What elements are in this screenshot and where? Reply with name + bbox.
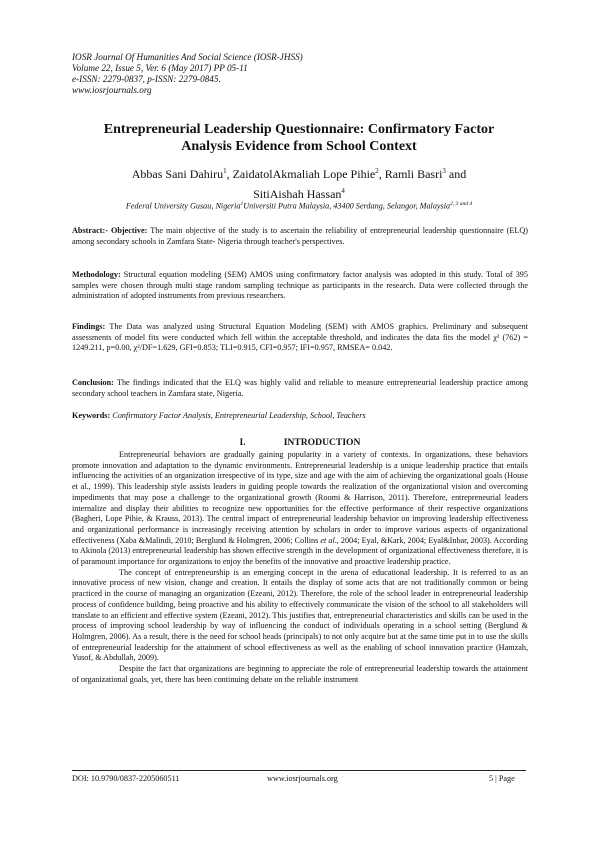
paragraph-text: Entrepreneurial behaviors are gradually gaining popularity in a variety of contexts. In organizations, these behaviors promote innovation and adaptation to the dynamic environments. Entrepreneurial leadership is a unique leadership practice that entails influencing the activities of an organization irrespective of its type, size and age with the aim of achieving the organizational goals (House et al., 1999). This leadership style assists leaders in guiding people towards the realization of the organizational vision and overcoming impediments that may pose a challenge to the organizational growth (Roomi & Harrison, 2011). Therefore, entrepreneurial leaders internalize and display their abilities to recognize new opportunities for the effective performance of their respective organizations (Bagheri, Lope Pihie, & Krauss, 2013). The central impact of entrepreneurial leadership behavior on improving leadership effectiveness and organizational performance is increasingly receiving attention by scholars in order to improve various aspects of organizational effectiveness (Xaba &Malindi, 2010; Berglund & Holmgren, 2006; Collins xyxy=(72,450,528,545)
affiliations xyxy=(70,201,528,211)
keywords xyxy=(72,411,528,422)
author-separator: , xyxy=(378,167,385,181)
paragraph: Despite the fact that organizations are beginning to appreciate the role of entrepreneurial leadership towards the attainment of organizational goals, yet, there has been continuing debate on the reliable instrument xyxy=(72,664,528,684)
section-title: INTRODUCTION xyxy=(283,437,361,448)
conclusion-text: The findings indicated that the ELQ was highly valid and reliable to measure entrepreneurial leadership practice among secondary school teachers in Zamfara state, Nigeria. xyxy=(72,378,528,398)
author-name: ZaidatolAkmaliah Lope Pihie xyxy=(232,167,376,181)
author-name: Abbas Sani Dahiru xyxy=(131,167,224,181)
paper-title xyxy=(70,122,528,155)
keywords-text: Confirmatory Factor Analysis, Entrepreneurial Leadership, School, Teachers xyxy=(110,411,366,420)
findings-label: Findings: xyxy=(72,322,106,331)
title-line-2: Analysis Evidence from School Context xyxy=(181,138,417,154)
author-sup: 2 xyxy=(375,167,379,175)
author-separator: , xyxy=(226,167,233,181)
abstract-objective xyxy=(72,226,528,247)
author-separator: and xyxy=(445,167,467,181)
footer-website: www.iosrjournals.org xyxy=(267,774,338,783)
paragraph: The concept of entrepreneurship is an emerging concept in the arena of educational leadership. It is referred to as an innovative process of new vision, change and creation. It entails the display of some acts that are not traditionally common or being practiced in the course of managing an organization (Ezeani, 2012). Therefore, the role of the school leader in entrepreneurial leadership process of confidence building, being proactive and his ability to effectively communicate the vision of the school to all stakeholders will translate to an efficient and effective system (Ezeani, 2012). This justifies that, entrepreneurial characteristics and skills can be used in the process of improving school leadership by way of influencing the conduct of individuals operating in a school setting (Berglund & Holmgren, 2006). As a result, there is the need for school heads (principals) to not only acquire but at the same time put in to use the skills of entrepreneurial leadership for the attainment of school effectiveness as well as the enabling of school innovation practice (Hamzah, Yusof, & Abdullah, 2009). xyxy=(72,567,528,663)
findings-text: The Data was analyzed using Structural Equation Modeling (SEM) with AMOS graphics. Preliminary and subsequent assessments of model fits were conducted which fell within the acceptable threshold, and indicates the data fits the model χ² (762) = 1249.211, p=0.00, χ²/DF=1.629, GFI=0.853; TLI=0.915, CFI=0.957; IFI=0.957, RMSEA= 0.042. xyxy=(72,322,528,353)
author-name: Ramli Basri xyxy=(384,167,443,181)
journal-header xyxy=(72,52,532,96)
author-sup: 1 xyxy=(223,167,227,175)
keywords-label: Keywords: xyxy=(72,411,111,420)
affiliation-2-sup: 2, 3 and 4 xyxy=(450,201,473,207)
et-al-italic: et al xyxy=(320,535,335,545)
conclusion-label: Conclusion: xyxy=(72,378,114,387)
journal-name: IOSR Journal Of Humanities And Social Science (IOSR-JHSS) xyxy=(72,52,303,62)
abstract-findings xyxy=(72,322,528,354)
introduction-body xyxy=(72,450,528,685)
footer-doi: DOI: 10.9790/0837-2205060511 xyxy=(72,774,180,783)
section-heading xyxy=(72,437,528,448)
abstract-methodology xyxy=(72,270,528,302)
journal-website: www.iosrjournals.org xyxy=(72,85,152,96)
methodology-label: Methodology: xyxy=(72,270,121,279)
journal-volume: Volume 22, Issue 5, Ver. 6 (May 2017) PP 05-11 xyxy=(72,63,248,74)
abstract-conclusion xyxy=(72,378,528,399)
title-line-1: Entrepreneurial Leadership Questionnaire: Confirmatory Factor xyxy=(103,122,495,137)
author-list xyxy=(70,163,528,203)
author-name: SitiAishah Hassan xyxy=(253,187,342,201)
methodology-text: Structural equation modeling (SEM) AMOS using confirmatory factor analysis was adopted in this study. Total of 395 samples were chosen through multi stage random sampling technique as participants in the research. Data were collected through the administration of adopted instruments from previous researchers. xyxy=(72,270,528,301)
affiliation-1-sup: 1 xyxy=(240,201,244,207)
footer-page-number: 5 | Page xyxy=(489,774,515,783)
paragraph-text: ., 2004; Eyal, &Kark, 2004; Eyal&Inbar, 2003). According to Akinola (2013) entrepreneurial leadership has shown effective strength in the development of organizational effectiveness therefore, it is of paramount importance for organizations to enjoy the benefits of the innovative and proactive leadership practice. xyxy=(72,535,528,567)
section-number: I. xyxy=(239,437,246,448)
author-sup: 4 xyxy=(341,187,345,195)
objective-text: The main objective of the study is to ascertain the reliability of entrepreneurial leadership questionnaire (ELQ) among secondary schools in Zamfara State- Nigeria through teacher's perspectives. xyxy=(72,226,528,246)
affiliation-1: Federal University Gusau, Nigeria xyxy=(125,201,241,211)
objective-label: Abstract:- Objective: xyxy=(72,226,148,235)
author-sup: 3 xyxy=(442,167,446,175)
paragraph xyxy=(72,450,528,568)
footer-rule xyxy=(72,770,526,771)
affiliation-2: Universiti Putra Malaysia, 43400 Serdang, Selangor, Malaysia xyxy=(243,201,451,211)
journal-issn: e-ISSN: 2279-0837, p-ISSN: 2279-0845. xyxy=(72,74,221,85)
